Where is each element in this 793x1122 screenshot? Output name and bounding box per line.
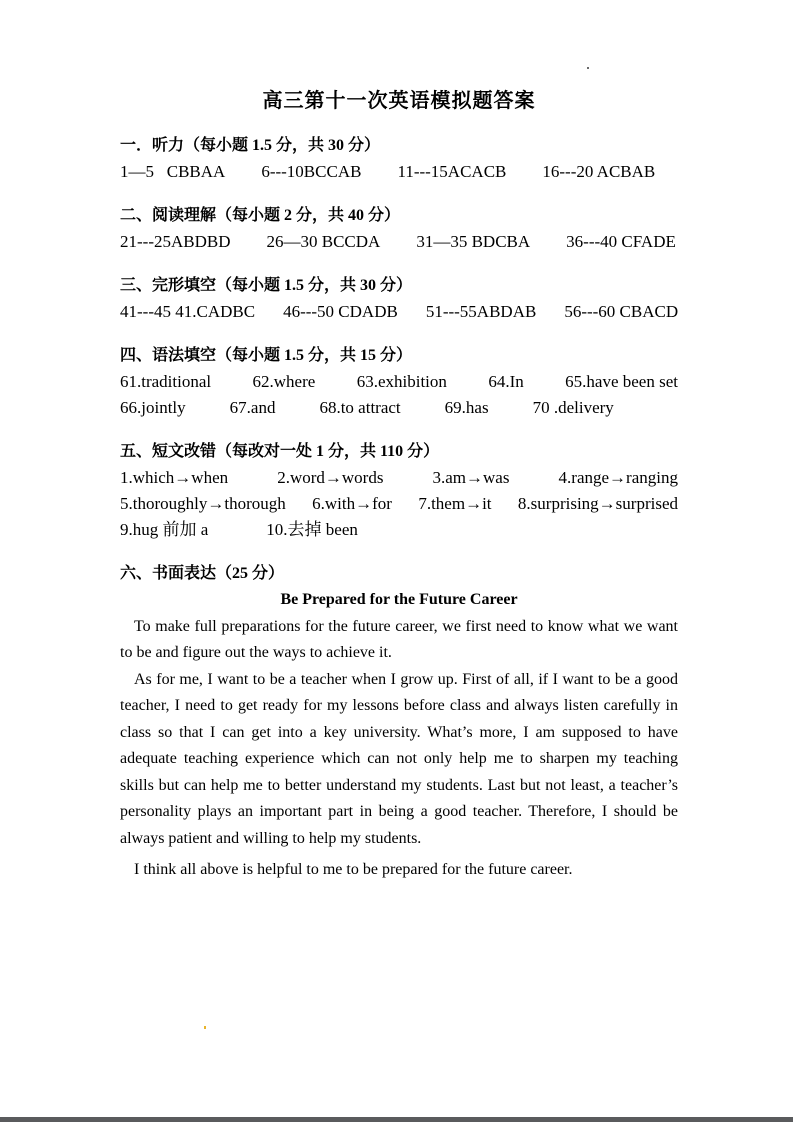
answer-item: 61.traditional <box>120 372 212 391</box>
correction-item: 3.am→was <box>432 468 510 487</box>
correction-item: 8.surprising→surprised <box>517 494 678 513</box>
answer-item: 69.has <box>444 398 489 417</box>
answer-group: 51---55ABDAB <box>425 302 537 321</box>
answer-row <box>120 491 678 517</box>
answer-item: 67.and <box>229 398 276 417</box>
essay-paragraph: As for me, I want to be a teacher when I grow up. First of all, if I want to be a good teacher, I need to get ready for my lessons before class and always listen carefully in class so that I can get into a key university. What’s more, I am supposed to have adequate teaching experience which can not only help me to sharpen my teaching skills but can help me to better understand my students. Last but not least, a teacher’s personality plays an important part in being a good teacher. Therefore, I should be always patient and willing to help my students. <box>120 670 678 847</box>
correction-item: 1.which→when <box>120 468 229 487</box>
answer-item: 70 .delivery <box>532 398 614 417</box>
scan-speck-dark <box>587 67 589 69</box>
section-reading <box>120 203 678 255</box>
answer-item: 63.exhibition <box>356 372 447 391</box>
answer-group: 16---20 ACBAB <box>542 162 656 181</box>
answer-group: 31—35 BDCBA <box>416 232 531 251</box>
correction-item: 5.thoroughly→thorough <box>120 494 286 513</box>
document-content <box>120 88 678 884</box>
correction-item: 10.去掉 been <box>266 520 358 539</box>
essay-title: Be Prepared for the Future Career <box>280 591 518 608</box>
section-grammar-heading: 四、语法填空（每小题 1.5 分，共 15 分） <box>120 347 413 364</box>
correction-item: 2.word→words <box>277 468 384 487</box>
section-error-correction-heading: 五、短文改错（每改对一处 1 分，共 110 分） <box>120 443 440 460</box>
answer-item: 64.In <box>488 372 524 391</box>
essay-paragraph: I think all above is helpful to me to be prepared for the future career. <box>134 861 573 878</box>
answer-item: 62.where <box>252 372 316 391</box>
answer-row <box>120 299 678 325</box>
answer-item: 65.have been set <box>565 372 678 391</box>
correction-item: 9.hug 前加 a <box>120 520 209 539</box>
answer-group: 11---15ACACB <box>397 162 507 181</box>
essay-paragraph: To make full preparations for the future career, we first need to know what we want to be and figure out the ways to achieve it. <box>120 617 678 661</box>
answer-item: 68.to attract <box>319 398 401 417</box>
section-cloze-heading: 三、完形填空（每小题 1.5 分，共 30 分） <box>120 277 413 294</box>
section-writing <box>120 561 678 884</box>
answer-group: 26—30 BCCDA <box>266 232 381 251</box>
section-error-correction <box>120 439 678 543</box>
answer-row <box>120 517 678 543</box>
answer-group: 46---50 CDADB <box>283 302 398 321</box>
answer-group: 1—5 CBBAA <box>120 162 226 181</box>
section-listening-heading: 一．听力（每小题 1.5 分，共 30 分） <box>120 137 381 154</box>
section-grammar-fill <box>120 343 678 421</box>
answer-row <box>120 159 678 185</box>
section-listening <box>120 133 678 185</box>
scan-speck-yellow <box>204 1026 206 1029</box>
answer-group: 21---25ABDBD <box>120 232 231 251</box>
page-title: 高三第十一次英语模拟题答案 <box>262 90 536 112</box>
answer-group: 36---40 CFADE <box>566 232 676 251</box>
answer-group: 6---10BCCAB <box>261 162 362 181</box>
section-reading-heading: 二、阅读理解（每小题 2 分，共 40 分） <box>120 207 401 224</box>
answer-group: 41---45 41.CADBC <box>120 302 256 321</box>
section-writing-heading: 六、书面表达（25 分） <box>120 565 285 582</box>
answer-row <box>120 465 678 491</box>
answer-row <box>120 369 678 395</box>
answer-group: 56---60 CBACD <box>564 302 679 321</box>
correction-item: 6.with→for <box>312 494 392 513</box>
answer-item: 66.jointly <box>120 398 186 417</box>
correction-item: 7.them→it <box>418 494 492 513</box>
answer-row <box>120 229 678 255</box>
window-bottom-edge <box>0 1117 793 1122</box>
section-cloze <box>120 273 678 325</box>
correction-item: 4.range→ranging <box>558 468 678 487</box>
answer-row <box>120 395 678 421</box>
